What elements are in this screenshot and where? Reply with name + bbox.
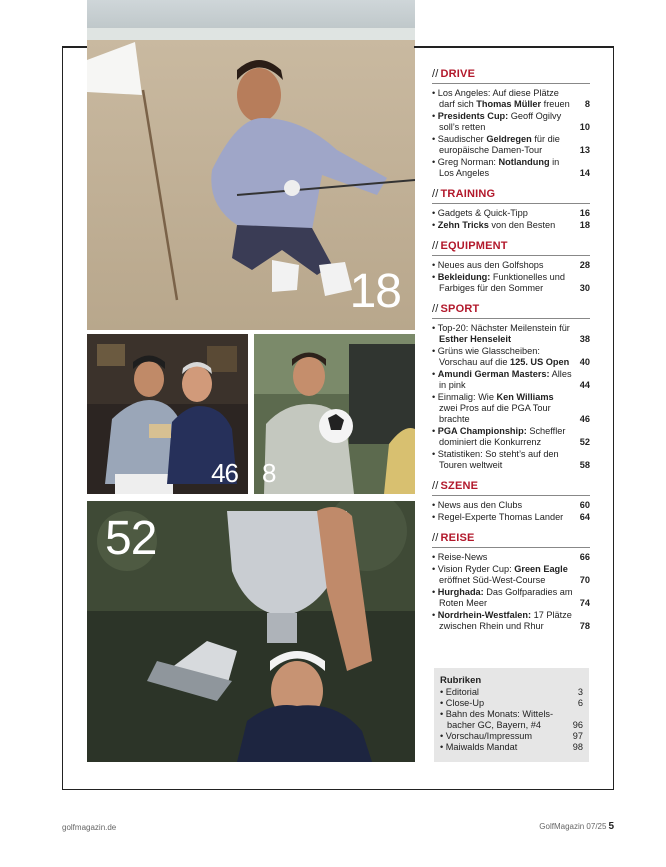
section-sport <box>432 303 590 471</box>
toc-entry[interactable]: • Amundi German Masters: Alles in pink 44 <box>432 369 590 390</box>
photo-golfer-beach[interactable] <box>87 0 415 330</box>
toc-page-number: 8 <box>584 99 590 109</box>
photo-page-number: 46 <box>211 458 238 488</box>
section-title: SZENE <box>440 480 479 492</box>
section-heading: // REISE <box>432 532 590 548</box>
soccer-man-image <box>254 334 415 494</box>
footer-issue-label: GolfMagazin 07/25 <box>539 822 607 831</box>
toc-page-number: 14 <box>579 168 590 178</box>
toc-entry[interactable]: • Neues aus den Golfshops 28 <box>432 260 590 270</box>
toc-page-number: 66 <box>579 552 590 562</box>
section-heading: // SZENE <box>432 480 590 496</box>
toc-entry[interactable]: • PGA Championship: Scheffler dominiert die Konkurrenz 52 <box>432 426 590 447</box>
photo-page-number: 18 <box>349 265 401 318</box>
section-reise <box>432 532 590 632</box>
toc-page-number: 13 <box>579 145 590 155</box>
frame-top-rule-left <box>62 46 87 48</box>
toc-entry[interactable]: • Statistiken: So steht’s auf den Touren weltweit 58 <box>432 449 590 470</box>
photo-page-number: 8 <box>262 458 276 488</box>
rubriken-page-number: 97 <box>572 731 583 741</box>
toc-entry[interactable]: • Top-20: Nächster Meilenstein für Esther Henseleit 38 <box>432 323 590 344</box>
toc-page-number: 78 <box>579 621 590 631</box>
toc-entry[interactable]: • Regel-Experte Thomas Lander 64 <box>432 512 590 522</box>
rubriken-entry[interactable]: • Maiwalds Mandat 98 <box>440 742 583 752</box>
rubriken-box <box>434 668 589 762</box>
footer-issue <box>539 821 614 832</box>
footer-website[interactable]: golfmagazin.de <box>62 823 117 832</box>
section-heading: // EQUIPMENT <box>432 240 590 256</box>
toc-page-number: 74 <box>579 598 590 608</box>
section-title: TRAINING <box>440 188 496 200</box>
toc-entry[interactable]: • News aus den Clubs 60 <box>432 500 590 510</box>
toc-entry[interactable]: • Nordrhein-Westfalen: 17 Plätze zwischen Rhein und Rhur 78 <box>432 610 590 631</box>
section-drive <box>432 68 590 179</box>
toc-entry[interactable]: • Presidents Cup: Geoff Ogilvy soll’s retten 10 <box>432 111 590 132</box>
section-heading: // DRIVE <box>432 68 590 84</box>
section-title: DRIVE <box>440 68 476 80</box>
toc-entry[interactable]: • Bekleidung: Funktionelles und Farbiges für den Sommer 30 <box>432 272 590 293</box>
toc-entry[interactable]: • Hurghada: Das Golfparadies am Roten Meer 74 <box>432 587 590 608</box>
frame-top-rule <box>414 46 614 48</box>
section-title: SPORT <box>440 303 480 315</box>
photo-two-men[interactable] <box>87 334 248 494</box>
rubriken-page-number: 3 <box>577 687 583 697</box>
rubriken-entry[interactable]: • Editorial 3 <box>440 687 583 697</box>
section-training <box>432 188 590 231</box>
toc-entry[interactable]: • Einmalig: Wie Ken Williams zwei Pros auf die PGA Tour brachte 46 <box>432 392 590 424</box>
toc-entry[interactable]: • Saudischer Geldregen für die europäische Damen-Tour 13 <box>432 134 590 155</box>
table-of-contents <box>432 68 590 641</box>
footer-page-number: 5 <box>608 821 614 832</box>
rubriken-entry[interactable]: • Bahn des Monats: Wittels-bacher GC, Bayern, #4 96 <box>440 709 583 730</box>
section-szene <box>432 480 590 523</box>
photo-page-number: 52 <box>105 512 157 565</box>
toc-entry[interactable]: • Greg Norman: Notlandung in Los Angeles 14 <box>432 157 590 178</box>
section-equipment <box>432 240 590 294</box>
toc-entry[interactable]: • Reise-News 66 <box>432 552 590 562</box>
toc-entry[interactable]: • Zehn Tricks von den Besten 18 <box>432 220 590 230</box>
toc-page-number: 10 <box>579 122 590 132</box>
toc-entry[interactable]: • Vision Ryder Cup: Green Eagle eröffnet Süd-West-Course 70 <box>432 564 590 585</box>
toc-page-number: 58 <box>579 460 590 470</box>
rubriken-entry[interactable]: • Vorschau/Impressum 97 <box>440 731 583 741</box>
toc-entry[interactable]: • Los Angeles: Auf diese Plätze darf sich Thomas Müller freuen 8 <box>432 88 590 109</box>
toc-page-number: 40 <box>579 357 590 367</box>
photo-man-soccer-ball[interactable] <box>254 334 415 494</box>
toc-page-number: 16 <box>579 208 590 218</box>
toc-page-number: 38 <box>579 334 590 344</box>
toc-page-number: 60 <box>579 500 590 510</box>
toc-page-number: 70 <box>579 575 590 585</box>
toc-page-number: 64 <box>579 512 590 522</box>
photo-trophy-winner[interactable] <box>87 501 415 762</box>
section-heading: // SPORT <box>432 303 590 319</box>
rubriken-title: Rubriken <box>440 675 482 686</box>
toc-page-number: 46 <box>579 414 590 424</box>
toc-page-number: 28 <box>579 260 590 270</box>
rubriken-entry[interactable]: • Close-Up 6 <box>440 698 583 708</box>
toc-entry[interactable]: • Grüns wie Glasscheiben: Vorschau auf die 125. US Open 40 <box>432 346 590 367</box>
section-title: EQUIPMENT <box>440 240 508 252</box>
section-heading: // TRAINING <box>432 188 590 204</box>
toc-page-number: 18 <box>579 220 590 230</box>
rubriken-page-number: 6 <box>577 698 583 708</box>
toc-entry[interactable]: • Gadgets & Quick-Tipp 16 <box>432 208 590 218</box>
section-title: REISE <box>440 532 475 544</box>
toc-page-number: 30 <box>579 283 590 293</box>
rubriken-page-number: 96 <box>572 720 583 730</box>
toc-page-number: 52 <box>579 437 590 447</box>
rubriken-page-number: 98 <box>572 742 583 752</box>
toc-page-number: 44 <box>579 380 590 390</box>
